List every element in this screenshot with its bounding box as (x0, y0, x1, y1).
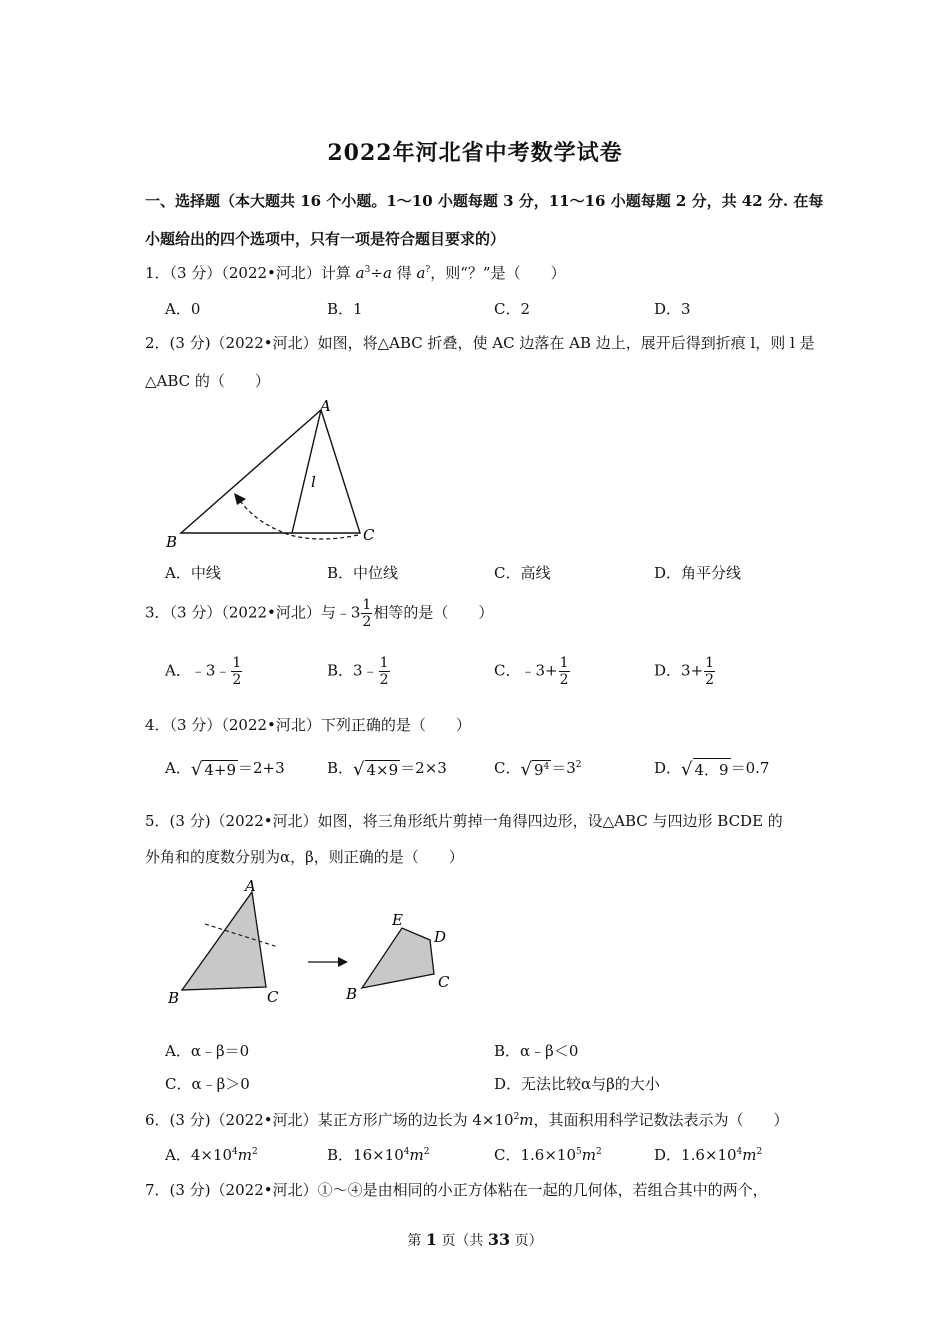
q6-a-exp: 4 (232, 1147, 238, 1157)
q5-label-b2: B (346, 985, 358, 1003)
sqrt-icon: √ (190, 758, 203, 780)
q5-label-c: C (267, 988, 279, 1006)
q3-a-label: A． (165, 661, 191, 680)
q6-d-label: D．1.6×10 (654, 1146, 737, 1164)
q5-option-c: C．α﹣β＞0 (165, 1075, 250, 1093)
page-footer (0, 1230, 950, 1250)
q4-c-label: C． (494, 759, 521, 777)
q4-option-c (494, 757, 582, 780)
sqrt-icon: √ (520, 758, 532, 780)
q6-option-a (165, 1144, 258, 1165)
q4-option-b (327, 757, 447, 780)
q3-b-label: B． (327, 661, 354, 680)
q2-triangle-figure (160, 395, 390, 555)
label-l: l (311, 473, 316, 491)
q6-sup: 2 (513, 1112, 520, 1122)
q2-line2: △ABC 的（ ） (145, 372, 270, 390)
q6-d-uexp: 2 (756, 1147, 763, 1157)
q6-c-exp: 5 (576, 1147, 582, 1157)
q1-option-d: D．3 (654, 300, 691, 318)
q5-label-a: A (245, 877, 256, 895)
q3-c-label: C． (494, 661, 521, 680)
q2-option-c: C．高线 (494, 564, 551, 582)
q1-option-a: A．0 (165, 300, 201, 318)
q1-supq: ? (425, 265, 431, 275)
q1-div: ÷ (370, 264, 383, 282)
q3-d-pre: 3+ (681, 661, 704, 680)
question-1 (145, 262, 566, 283)
q4-a-radicand: 4+9 (204, 760, 236, 779)
q4-line: 4．（3 分）（2022•河北）下列正确的是（ ） (145, 716, 471, 734)
q1-a3: a (416, 264, 426, 282)
sqrt-icon: √ (681, 758, 693, 780)
q6-c-label: C．1.6×10 (494, 1146, 576, 1164)
q1-get: 得 (396, 264, 412, 282)
q3-a-pre: ﹣3﹣ (190, 661, 231, 680)
sqrt-icon: √ (353, 758, 365, 780)
q5-label-b: B (168, 989, 180, 1007)
q3-d-den: 2 (705, 672, 715, 688)
q4-b-radicand: 4×9 (366, 760, 399, 779)
q1-option-c: C．2 (494, 300, 531, 318)
footer-total: 33 (487, 1230, 511, 1249)
q6-option-c (494, 1144, 602, 1165)
q5-label-d: D (434, 928, 447, 946)
page-title: 2022年河北省中考数学试卷 (327, 140, 623, 166)
q3-a-fraction (231, 656, 242, 687)
q6-b-label: B．16×10 (327, 1146, 404, 1164)
q5-option-b: B．α﹣β＜0 (494, 1042, 579, 1060)
q4-c-exp: 4 (543, 761, 550, 772)
label-a: A (320, 397, 331, 415)
q6-post: ，其面积用科学记数法表示为（ ） (533, 1111, 789, 1129)
q6-c-uexp: 2 (595, 1147, 602, 1157)
q5-label-e: E (392, 911, 403, 929)
q6-pre: 6．(3 分)（2022•河北）某正方形广场的边长为 4×10 (145, 1111, 514, 1129)
q5-figure (160, 872, 470, 1012)
question-3 (145, 598, 493, 629)
q2-option-d: D．角平分线 (654, 564, 742, 582)
q2-option-a: A．中线 (165, 564, 221, 582)
footer-mid: 页（共 (441, 1233, 484, 1249)
q6-a-label: A．4×10 (165, 1146, 233, 1164)
q4-option-a (165, 757, 285, 780)
label-b: B (166, 533, 178, 551)
arc-arrowhead (234, 493, 246, 505)
q3-a-num: 1 (232, 655, 242, 671)
q1-rest: ，则“？”是（ ） (430, 264, 566, 282)
q6-option-d (654, 1144, 762, 1165)
q4-b-label: B． (327, 759, 354, 777)
q2-option-b: B．中位线 (327, 564, 399, 582)
q3-c-den: 2 (559, 672, 569, 688)
triangle-abc (181, 410, 360, 533)
question-6 (145, 1109, 789, 1130)
q1-a: a (355, 264, 365, 282)
q4-c-radicand (532, 760, 551, 779)
q3-d-label: D． (654, 661, 682, 680)
q5-option-a: A．α﹣β＝0 (165, 1042, 250, 1060)
q1-meta: （3 分）（2022•河北）计算 (169, 264, 351, 282)
q4-option-d (654, 757, 769, 780)
q4-d-res: ＝0.7 (730, 759, 770, 777)
label-c: C (363, 526, 375, 544)
q3-b-fraction (379, 656, 390, 687)
q6-a-unit: m (237, 1146, 253, 1164)
q3-option-a (165, 656, 243, 687)
q1-option-b: B．1 (327, 300, 363, 318)
footer-pre: 第 (407, 1233, 422, 1249)
q4-d-radicand: 4．9 (693, 758, 731, 780)
q3-frac-num: 1 (362, 597, 372, 613)
q5-option-d: D．无法比较α与β的大小 (494, 1075, 660, 1093)
q3-c-pre: ﹣3+ (520, 661, 558, 680)
footer-post: 页） (514, 1233, 543, 1249)
section-heading-line1: 一、选择题（本大题共 16 个小题。1～10 小题每题 3 分，11～16 小题每题 2 分，共 42 分. 在每 (145, 192, 824, 210)
q6-d-unit: m (742, 1146, 757, 1164)
section-heading-line2: 小题给出的四个选项中，只有一项是符合题目要求的） (145, 230, 506, 248)
q3-option-c (494, 656, 571, 687)
q4-d-label: D． (654, 759, 682, 777)
q4-b-res: ＝2×3 (400, 759, 447, 777)
quadrilateral-bcde (362, 928, 434, 988)
q4-c-res: ＝3 (551, 759, 576, 777)
q5-line1: 5．(3 分)（2022•河北）如图，将三角形纸片剪掉一角得四边形，设△ABC 与四边形 BCDE 的 (145, 812, 783, 830)
q7-line: 7．(3 分)（2022•河北）①～④是由相同的小正方体粘在一起的几何体，若组合其中的两个， (145, 1181, 768, 1199)
q3-a-den: 2 (232, 672, 242, 688)
q6-a-uexp: 2 (252, 1147, 258, 1157)
q6-option-b (327, 1144, 429, 1165)
q3-c-num: 1 (559, 655, 569, 671)
q6-b-uexp: 2 (423, 1147, 430, 1157)
q1-a2: a (382, 264, 392, 282)
footer-page: 1 (425, 1230, 437, 1249)
q3-pre: 3．（3 分）（2022•河北）与﹣3 (145, 603, 361, 622)
q6-b-unit: m (409, 1146, 424, 1164)
q6-d-exp: 4 (736, 1147, 743, 1157)
q4-a-res: ＝2+3 (237, 759, 285, 777)
q6-c-unit: m (581, 1146, 596, 1164)
q5-label-c2: C (438, 973, 450, 991)
q3-option-d (654, 656, 716, 687)
q3-d-fraction (704, 656, 715, 687)
q3-frac-den: 2 (362, 614, 372, 630)
q2-line1: 2．(3 分)（2022•河北）如图，将△ABC 折叠，使 AC 边落在 AB 边上，展开后得到折痕 l，则 l 是 (145, 334, 815, 352)
fold-crease-l (292, 410, 321, 533)
arrow-right-icon (338, 957, 348, 967)
q3-c-fraction (559, 656, 570, 687)
q3-fraction (361, 598, 372, 629)
q5-line2: 外角和的度数分别为α，β，则正确的是（ ） (145, 848, 464, 866)
triangle-abc-shaded (182, 892, 266, 990)
q6-unit: m (519, 1111, 534, 1129)
q1-num: 1． (145, 264, 170, 282)
q4-a-label: A． (165, 759, 191, 777)
q6-b-exp: 4 (403, 1147, 410, 1157)
q3-post: 相等的是（ ） (373, 603, 494, 622)
q3-b-num: 1 (379, 655, 389, 671)
q4-c-base: 9 (533, 760, 544, 779)
q3-b-den: 2 (379, 672, 389, 688)
q3-option-b (327, 656, 391, 687)
q3-b-pre: 3﹣ (353, 661, 378, 680)
q3-d-num: 1 (705, 655, 715, 671)
q1-sup3: 3 (364, 265, 371, 275)
q4-c-res-exp: 2 (575, 760, 582, 770)
